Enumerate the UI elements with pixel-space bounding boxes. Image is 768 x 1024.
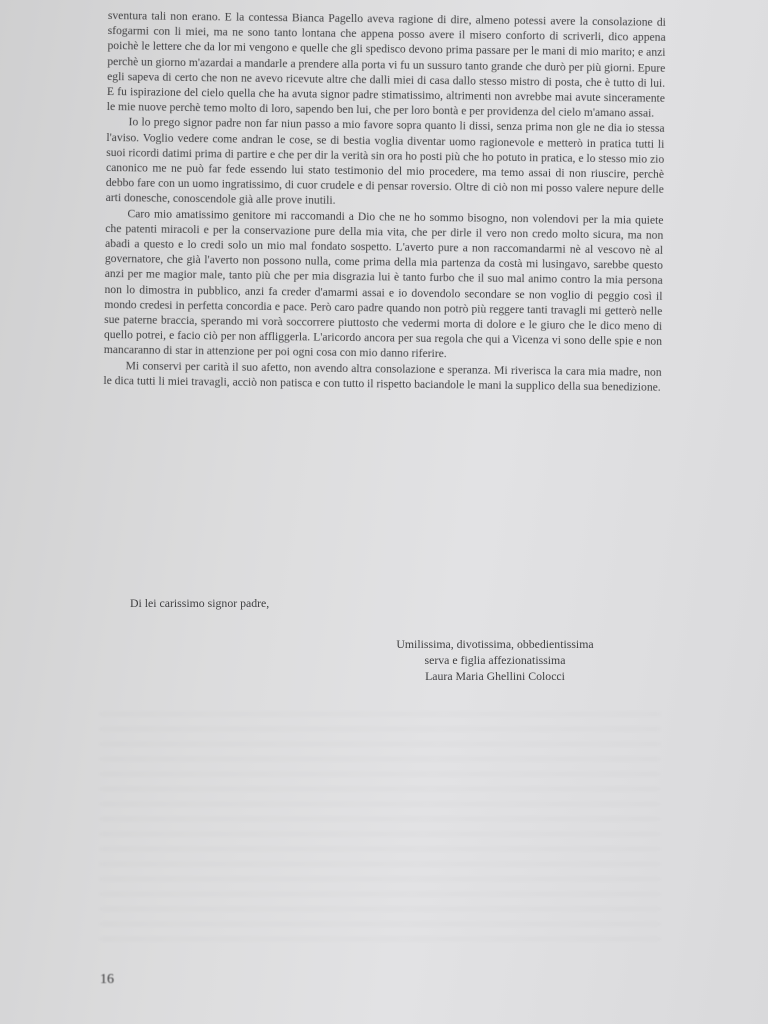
paragraph: Mi conservi per carità il suo afetto, non avendo altra consolazione e speranza. Mi riverisca la cara mia madre, non le dica tutti li miei travagli, acciò non patisca e con tutto il rispetto baciandole le mani la supplico della sua benedizione. [103, 358, 662, 394]
paragraph: Caro mio amatissimo genitore mi raccomandi a Dio che ne ho sommo bisogno, non volendovi per la mia quiete che patenti miracoli e per la conservazione pure della mia vita, che per dirle il vero non credo molto sicura, ma non abadi a questo e lo credi solo un mio mal fondato sospetto. L'averto pure a non raccomandarmi nè al vescovo nè al governatore, che già l'averto non possono nulla, come prima della mia partenza da costà mi lusingavo, sarebbe questo anzi per me magior male, tanto più che per mia disgrazia lui è tanto furbo che il suo mal animo contro la mia persona non lo dimostra in pubblico, anzi fa creder d'amarmi assai e io dovendolo secondare se non voglio di peggio così il mondo credesi in perfetta concordia e pace. Però caro padre quando non potrò più reggere tanti travagli mi getterò nelle sue paterne braccia, sperando mi vorà soccorrere piuttosto che vedermi morta di dolore e le giuro che le dico meno di quello potrei, e facio ciò per non affliggerla. L'aricordo ancora per sua regola che qui a Vicenza vi sono delle spie e non mancaranno di star in attenzione per poi ogni cosa con mio danno riferire. [103, 206, 664, 361]
paragraph: Io lo prego signor padre non far niun passo a mio favore sopra quanto li dissi, senza prima non gle ne dia io stessa l'aviso. Voglio vedere come andran le cose, se di bestia voglia diventar uomo ragionevole e metterò in pratica tutti li suoi ricordi datimi prima di partire e che per dir la verità sin ora ho posti più che ho potuto in pratica, e lo stesso mio zio canonico me ne può far fede essendo lui stato testimonio del mio procedere, ma temo assai di non riuscire, perchè debbo fare con un uomo ingratissimo, di cuor crudele e di pensar roversio. Oltre di ciò non mi posso valere nepure delle arti donesche, conoscendole già alle prove inutili. [105, 115, 665, 208]
signature-block [330, 636, 660, 684]
paragraph: sventura tali non erano. E la contessa Bianca Pagello aveva ragione di dire, almeno potessi avere la consolazione di sfogarmi con li miei, ma ne sono tanto lontana che appena posso avere il misero conforto di scriverli, dico appena poichè le lettere che da lor mi vengono e quelle che gli spedisco devono prima passare per le mani di mio marito; e anzi perchè un giorno m'azardai a mandarle a prendere alla porta vi fu un sussuro tanto grande che durò per più giorni. Epure egli sapeva di certo che non ne avevo ricevute altre che dalli miei di casa dallo stesso mistro di posta, che è tutto di lui. E fu ispirazione del cielo quella che ha avuta signor padre stimatissimo, altrimenti non avrebbe mai avute sinceramente le mie nuove perchè temo molto di loro, sapendo ben lui, che per loro bontà e per providenza del cielo m'amano assai. [106, 8, 666, 120]
signature-line: serva e figlia affezionatissima [424, 653, 566, 667]
closing-salutation: Di lei carissimo signor padre, [130, 596, 270, 610]
signature-line: Umilissima, divotissima, obbedientissima [396, 637, 594, 651]
page-number: 16 [100, 972, 114, 987]
show-through-texture [100, 700, 660, 940]
signature-name: Laura Maria Ghellini Colocci [425, 669, 565, 683]
letter-body [103, 8, 666, 395]
